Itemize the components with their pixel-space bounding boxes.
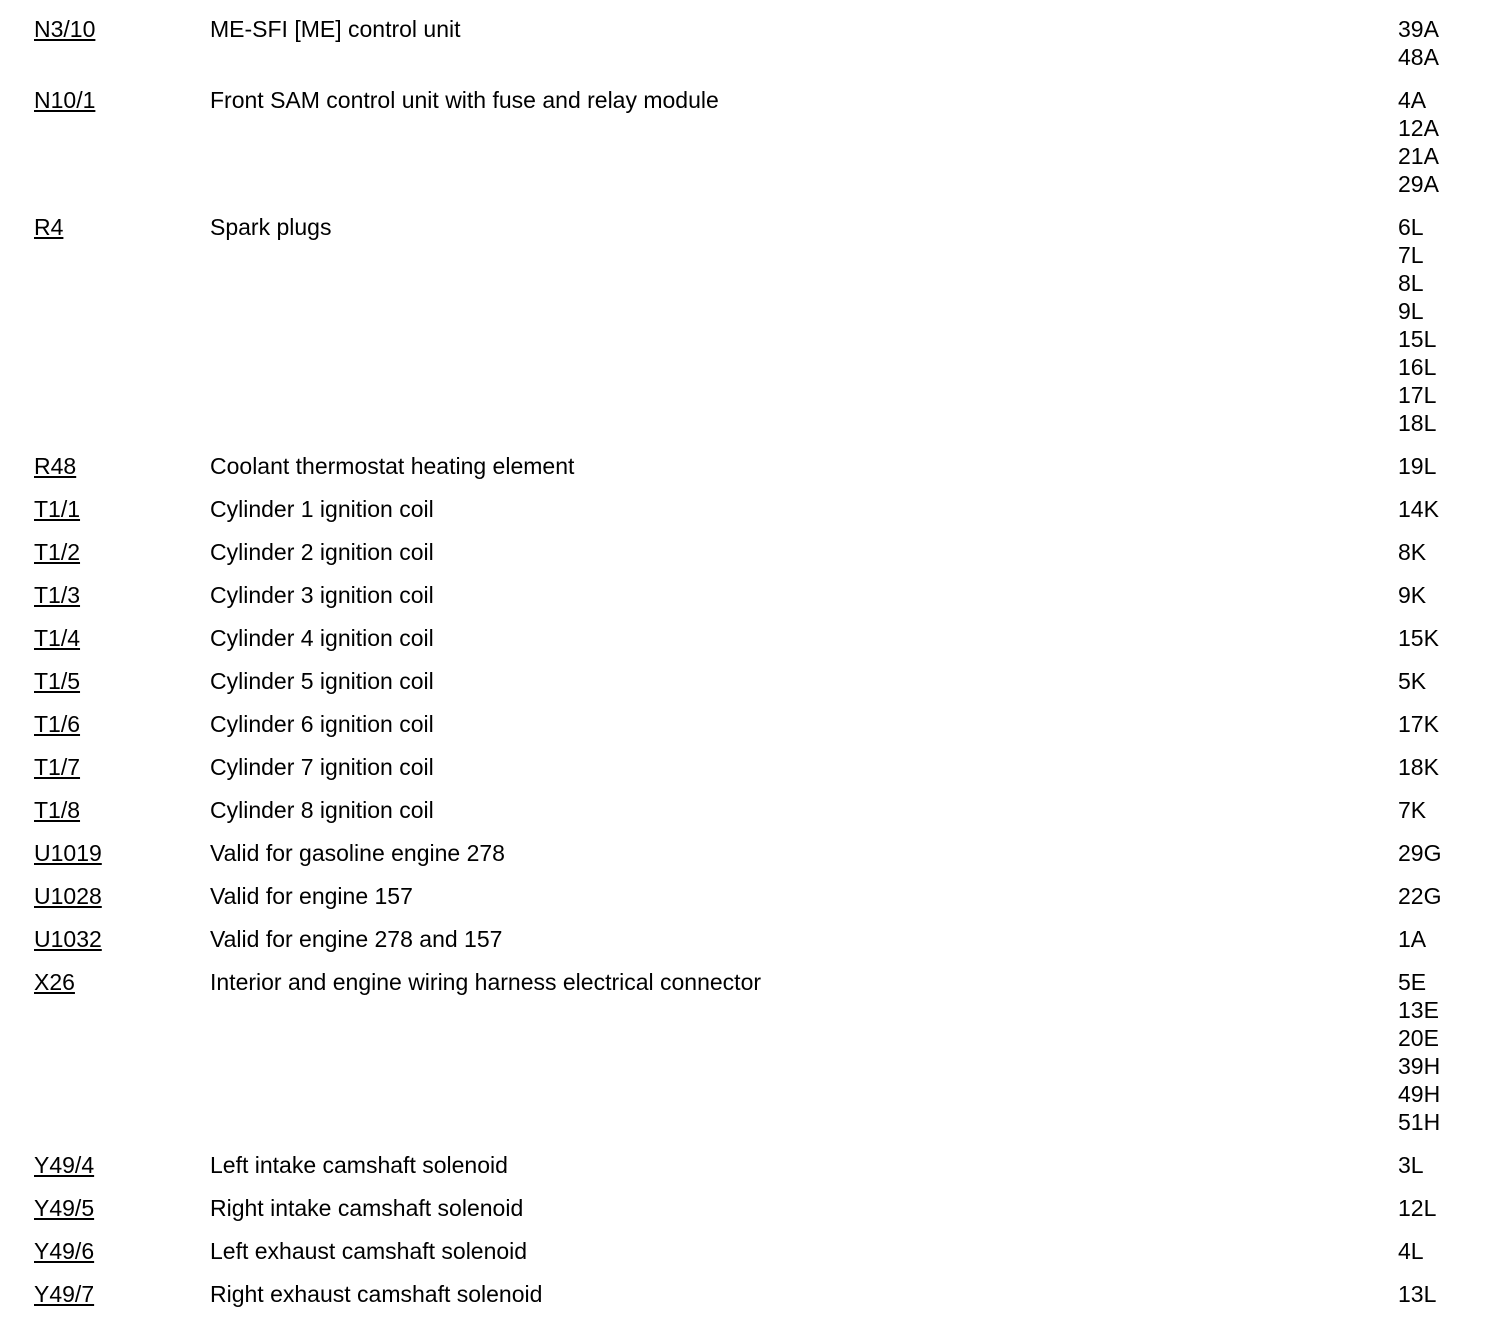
component-code-link[interactable]: T1/1 <box>34 496 81 522</box>
grid-reference: 9K <box>1398 582 1427 608</box>
grid-reference: 8L <box>1398 270 1424 296</box>
component-description: Coolant thermostat heating element <box>210 453 575 479</box>
component-code-link[interactable]: U1019 <box>34 840 102 866</box>
grid-references <box>1398 581 1498 609</box>
grid-reference: 13E <box>1398 997 1439 1023</box>
legend-row <box>0 213 1504 437</box>
grid-reference: 7L <box>1398 242 1424 268</box>
legend-row <box>0 15 1504 71</box>
component-code-link[interactable]: Y49/7 <box>34 1281 95 1307</box>
component-code-link[interactable]: T1/8 <box>34 797 81 823</box>
component-code-link[interactable]: T1/3 <box>34 582 81 608</box>
component-description: Cylinder 5 ignition coil <box>210 668 434 694</box>
grid-reference: 12A <box>1398 115 1439 141</box>
grid-references <box>1398 753 1498 781</box>
grid-reference: 12L <box>1398 1195 1437 1221</box>
grid-references <box>1398 882 1498 910</box>
legend-row <box>0 581 1504 609</box>
component-code-link[interactable]: N10/1 <box>34 87 96 113</box>
legend-row <box>0 452 1504 480</box>
grid-reference: 1A <box>1398 926 1427 952</box>
grid-references <box>1398 1194 1498 1222</box>
component-legend-list <box>0 15 1504 1323</box>
grid-reference: 15K <box>1398 625 1439 651</box>
grid-reference: 49H <box>1398 1081 1441 1107</box>
grid-references <box>1398 15 1498 71</box>
legend-row <box>0 1280 1504 1308</box>
grid-references <box>1398 538 1498 566</box>
component-code-link[interactable]: T1/7 <box>34 754 81 780</box>
grid-reference: 6L <box>1398 214 1424 240</box>
grid-references <box>1398 1237 1498 1265</box>
legend-row <box>0 882 1504 910</box>
grid-reference: 39A <box>1398 16 1439 42</box>
legend-row <box>0 753 1504 781</box>
component-description: Spark plugs <box>210 214 332 240</box>
grid-reference: 19L <box>1398 453 1437 479</box>
grid-references <box>1398 86 1498 198</box>
component-code-link[interactable]: R48 <box>34 453 77 479</box>
grid-reference: 13L <box>1398 1281 1437 1307</box>
component-code-link[interactable]: T1/4 <box>34 625 81 651</box>
grid-reference: 18K <box>1398 754 1439 780</box>
grid-references <box>1398 839 1498 867</box>
legend-row <box>0 1237 1504 1265</box>
legend-row <box>0 624 1504 652</box>
component-description: Cylinder 3 ignition coil <box>210 582 434 608</box>
component-code-link[interactable]: T1/5 <box>34 668 81 694</box>
grid-references <box>1398 667 1498 695</box>
legend-row <box>0 1151 1504 1179</box>
grid-reference: 29G <box>1398 840 1442 866</box>
grid-reference: 22G <box>1398 883 1442 909</box>
grid-references <box>1398 1280 1498 1308</box>
grid-references <box>1398 925 1498 953</box>
legend-row <box>0 86 1504 198</box>
legend-row <box>0 796 1504 824</box>
grid-reference: 20E <box>1398 1025 1439 1051</box>
grid-reference: 17K <box>1398 711 1439 737</box>
component-description: Cylinder 8 ignition coil <box>210 797 434 823</box>
grid-references <box>1398 796 1498 824</box>
legend-row <box>0 1194 1504 1222</box>
component-code-link[interactable]: U1028 <box>34 883 102 909</box>
grid-reference: 5E <box>1398 969 1427 995</box>
component-description: Cylinder 2 ignition coil <box>210 539 434 565</box>
legend-row <box>0 968 1504 1136</box>
component-code-link[interactable]: R4 <box>34 214 64 240</box>
component-description: Valid for gasoline engine 278 <box>210 840 505 866</box>
grid-references <box>1398 968 1498 1136</box>
grid-reference: 8K <box>1398 539 1427 565</box>
component-description: ME-SFI [ME] control unit <box>210 16 461 42</box>
component-description: Cylinder 6 ignition coil <box>210 711 434 737</box>
grid-reference: 17L <box>1398 382 1437 408</box>
legend-row <box>0 925 1504 953</box>
grid-reference: 9L <box>1398 298 1424 324</box>
grid-reference: 29A <box>1398 171 1439 197</box>
component-description: Right intake camshaft solenoid <box>210 1195 524 1221</box>
legend-row <box>0 667 1504 695</box>
component-description: Front SAM control unit with fuse and relay module <box>210 87 719 113</box>
grid-reference: 14K <box>1398 496 1439 522</box>
component-description: Interior and engine wiring harness electrical connector <box>210 969 762 995</box>
legend-row <box>0 495 1504 523</box>
grid-references <box>1398 452 1498 480</box>
component-code-link[interactable]: X26 <box>34 969 75 995</box>
legend-row <box>0 710 1504 738</box>
grid-reference: 7K <box>1398 797 1427 823</box>
component-description: Cylinder 4 ignition coil <box>210 625 434 651</box>
component-description: Cylinder 1 ignition coil <box>210 496 434 522</box>
component-description: Cylinder 7 ignition coil <box>210 754 434 780</box>
grid-reference: 15L <box>1398 326 1437 352</box>
component-description: Valid for engine 278 and 157 <box>210 926 503 952</box>
grid-references <box>1398 710 1498 738</box>
grid-references <box>1398 495 1498 523</box>
grid-references <box>1398 213 1498 437</box>
component-code-link[interactable]: T1/2 <box>34 539 81 565</box>
component-description: Left exhaust camshaft solenoid <box>210 1238 528 1264</box>
grid-reference: 3L <box>1398 1152 1424 1178</box>
grid-reference: 39H <box>1398 1053 1441 1079</box>
legend-row <box>0 839 1504 867</box>
legend-row <box>0 538 1504 566</box>
grid-reference: 5K <box>1398 668 1427 694</box>
component-description: Right exhaust camshaft solenoid <box>210 1281 543 1307</box>
grid-reference: 18L <box>1398 410 1437 436</box>
grid-reference: 21A <box>1398 143 1439 169</box>
grid-reference: 4L <box>1398 1238 1424 1264</box>
component-code-link[interactable]: Y49/6 <box>34 1238 95 1264</box>
component-code-link[interactable]: Y49/5 <box>34 1195 95 1221</box>
grid-references <box>1398 1151 1498 1179</box>
component-description: Left intake camshaft solenoid <box>210 1152 508 1178</box>
component-code-link[interactable]: N3/10 <box>34 16 96 42</box>
grid-reference: 51H <box>1398 1109 1441 1135</box>
grid-reference: 4A <box>1398 87 1427 113</box>
component-code-link[interactable]: T1/6 <box>34 711 81 737</box>
component-description: Valid for engine 157 <box>210 883 413 909</box>
component-code-link[interactable]: Y49/4 <box>34 1152 95 1178</box>
grid-reference: 48A <box>1398 44 1439 70</box>
component-code-link[interactable]: U1032 <box>34 926 102 952</box>
grid-reference: 16L <box>1398 354 1437 380</box>
grid-references <box>1398 624 1498 652</box>
